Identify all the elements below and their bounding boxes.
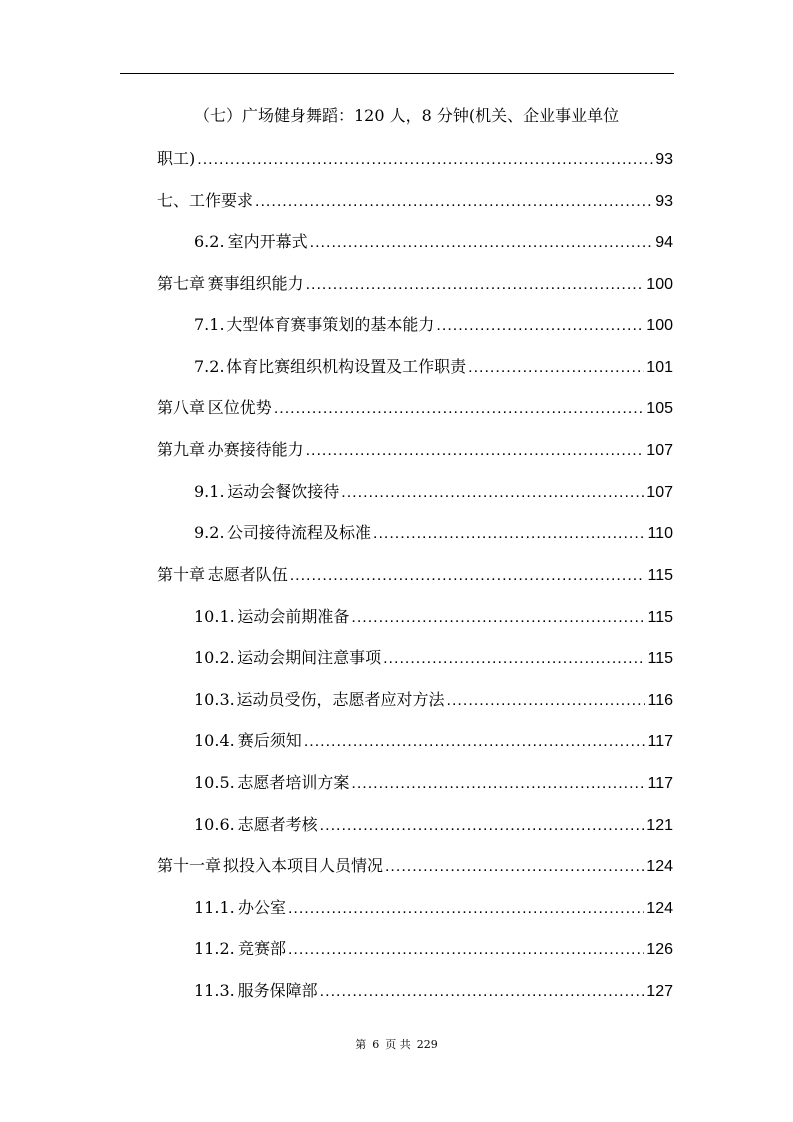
footer-total-pages: 229: [416, 1038, 438, 1051]
toc-entry[interactable]: [194, 897, 673, 920]
toc-page-number: 115: [647, 650, 673, 667]
toc-page-number: 117: [647, 775, 673, 792]
toc-page-number: 115: [647, 609, 673, 626]
dot-leader: [351, 773, 645, 795]
toc-entry-title: 志愿者培训方案: [237, 773, 350, 792]
toc-entry-title: 竞赛部: [237, 939, 286, 958]
toc-entry-title: 公司接待流程及标准: [226, 523, 371, 542]
toc-entry[interactable]: [194, 980, 673, 1003]
dot-leader: [306, 274, 645, 296]
toc-page-number: 127: [646, 983, 673, 1000]
toc-entry-wrapped-line1[interactable]: [194, 105, 673, 127]
toc-page-number: 110: [647, 525, 673, 542]
toc-entry-number: 11.2.: [194, 939, 235, 958]
toc-entry[interactable]: [194, 606, 673, 629]
toc-page-number: 124: [646, 858, 673, 875]
toc-page-number: 115: [647, 567, 673, 584]
dot-leader: [306, 440, 645, 462]
toc-entry-number: 第七章: [157, 274, 206, 293]
dot-leader: [447, 690, 646, 712]
dot-leader: [310, 232, 654, 254]
toc-page-number: 93: [655, 151, 673, 168]
toc-entry[interactable]: [194, 356, 673, 379]
toc-entry-title: 志愿者队伍: [207, 565, 288, 584]
toc-page-number: 117: [647, 733, 673, 750]
toc-entry-number: 10.5.: [194, 773, 235, 792]
toc-page-number: 94: [655, 234, 673, 251]
toc-page-number: 93: [655, 193, 673, 210]
toc-entry-number: 第九章: [157, 440, 206, 459]
toc-entry-number: 10.1.: [194, 607, 235, 626]
dot-leader: [436, 315, 644, 337]
toc-entry[interactable]: [194, 647, 673, 670]
page-footer: [0, 1036, 793, 1052]
toc-entry[interactable]: [194, 522, 673, 545]
toc-page-number: 126: [646, 941, 673, 958]
dot-leader: [304, 731, 646, 753]
toc-entry-title: 服务保障部: [237, 981, 318, 1000]
toc-entry[interactable]: [194, 814, 673, 837]
dot-leader: [197, 149, 653, 171]
toc-entry-number: 10.3.: [194, 690, 235, 709]
dot-leader: [373, 523, 645, 545]
dot-leader: [385, 856, 644, 878]
toc-entry-title: （七）广场健身舞蹈：120 人，8 分钟(机关、企业事业单位: [194, 106, 620, 125]
toc-entry-title: 运动会餐饮接待: [227, 482, 340, 501]
dot-leader: [383, 648, 645, 670]
toc-entry[interactable]: [194, 481, 673, 504]
toc-entry-number: 6.2.: [194, 232, 225, 251]
toc-entry-title: 工作要求: [189, 191, 254, 210]
toc-entry-number: 第十一章: [157, 856, 222, 875]
toc-page-number: 121: [646, 817, 673, 834]
toc-page-number: 107: [646, 442, 673, 459]
toc-entry-number: 七、: [157, 191, 190, 210]
dot-leader: [468, 357, 644, 379]
toc-entry-number: 10.6.: [194, 815, 235, 834]
toc-entry-number: 9.1.: [194, 482, 225, 501]
toc-entry[interactable]: [157, 190, 673, 213]
toc-entry-title: 拟投入本项目人员情况: [222, 856, 383, 875]
toc-entry-title: 赛后须知: [237, 731, 302, 750]
toc-page-number: 100: [646, 276, 673, 293]
dot-leader: [320, 815, 645, 837]
toc-entry[interactable]: [157, 439, 673, 462]
toc-entry[interactable]: [194, 314, 673, 337]
toc-entry[interactable]: [157, 564, 673, 587]
dot-leader: [290, 565, 646, 587]
dot-leader: [341, 482, 644, 504]
toc-page-number: 100: [646, 317, 673, 334]
toc-entry[interactable]: [194, 772, 673, 795]
toc-entry-title: 运动员受伤，志愿者应对方法: [236, 690, 445, 709]
toc-entry[interactable]: [194, 730, 673, 753]
toc-entry-title: 大型体育赛事策划的基本能力: [226, 315, 435, 334]
toc-entry-title: 体育比赛组织机构设置及工作职责: [226, 357, 467, 376]
toc-entry-number: 10.2.: [194, 648, 235, 667]
toc-entry-title: 办赛接待能力: [207, 440, 304, 459]
dot-leader: [255, 191, 653, 213]
toc-entry-title: 运动会期间注意事项: [237, 648, 382, 667]
toc-entry-title: 办公室: [237, 898, 286, 917]
toc-entry-title: 运动会前期准备: [237, 607, 350, 626]
dot-leader: [351, 607, 645, 629]
toc-page-number: 107: [646, 484, 673, 501]
toc-entry-title: 区位优势: [207, 398, 272, 417]
footer-current-page: 6: [372, 1038, 380, 1051]
toc-entry-number: 11.3.: [194, 981, 235, 1000]
footer-prefix: 第: [355, 1038, 367, 1051]
toc-entry-number: 9.2.: [194, 523, 225, 542]
toc-entry-number: 7.1.: [194, 315, 225, 334]
toc-page-number: 101: [646, 359, 673, 376]
dot-leader: [288, 939, 644, 961]
toc-entry[interactable]: [157, 397, 673, 420]
toc-entry-title: 志愿者考核: [237, 815, 318, 834]
toc-entry[interactable]: [157, 273, 673, 296]
toc-entry-number: 第八章: [157, 398, 206, 417]
toc-entry-number: 10.4.: [194, 731, 235, 750]
dot-leader: [320, 981, 645, 1003]
toc-entry-number: 第十章: [157, 565, 206, 584]
toc-entry-number: 7.2.: [194, 357, 225, 376]
toc-entry-number: 11.1.: [194, 898, 235, 917]
dot-leader: [274, 398, 644, 420]
toc-page-number: 105: [646, 400, 673, 417]
toc-entry-title: 赛事组织能力: [207, 274, 304, 293]
toc-entry-title: 室内开幕式: [227, 232, 308, 251]
footer-middle: 页 共: [385, 1038, 411, 1051]
toc-entry[interactable]: [194, 938, 673, 961]
toc-entry-wrapped-line2[interactable]: [157, 148, 673, 171]
toc-page-number: 116: [647, 692, 673, 709]
toc-entry[interactable]: [194, 231, 673, 254]
toc-page-number: 124: [646, 900, 673, 917]
dot-leader: [288, 898, 644, 920]
toc-entry[interactable]: [194, 689, 673, 712]
toc-entry-title: 职工): [157, 149, 196, 168]
toc-entry[interactable]: [157, 855, 673, 878]
